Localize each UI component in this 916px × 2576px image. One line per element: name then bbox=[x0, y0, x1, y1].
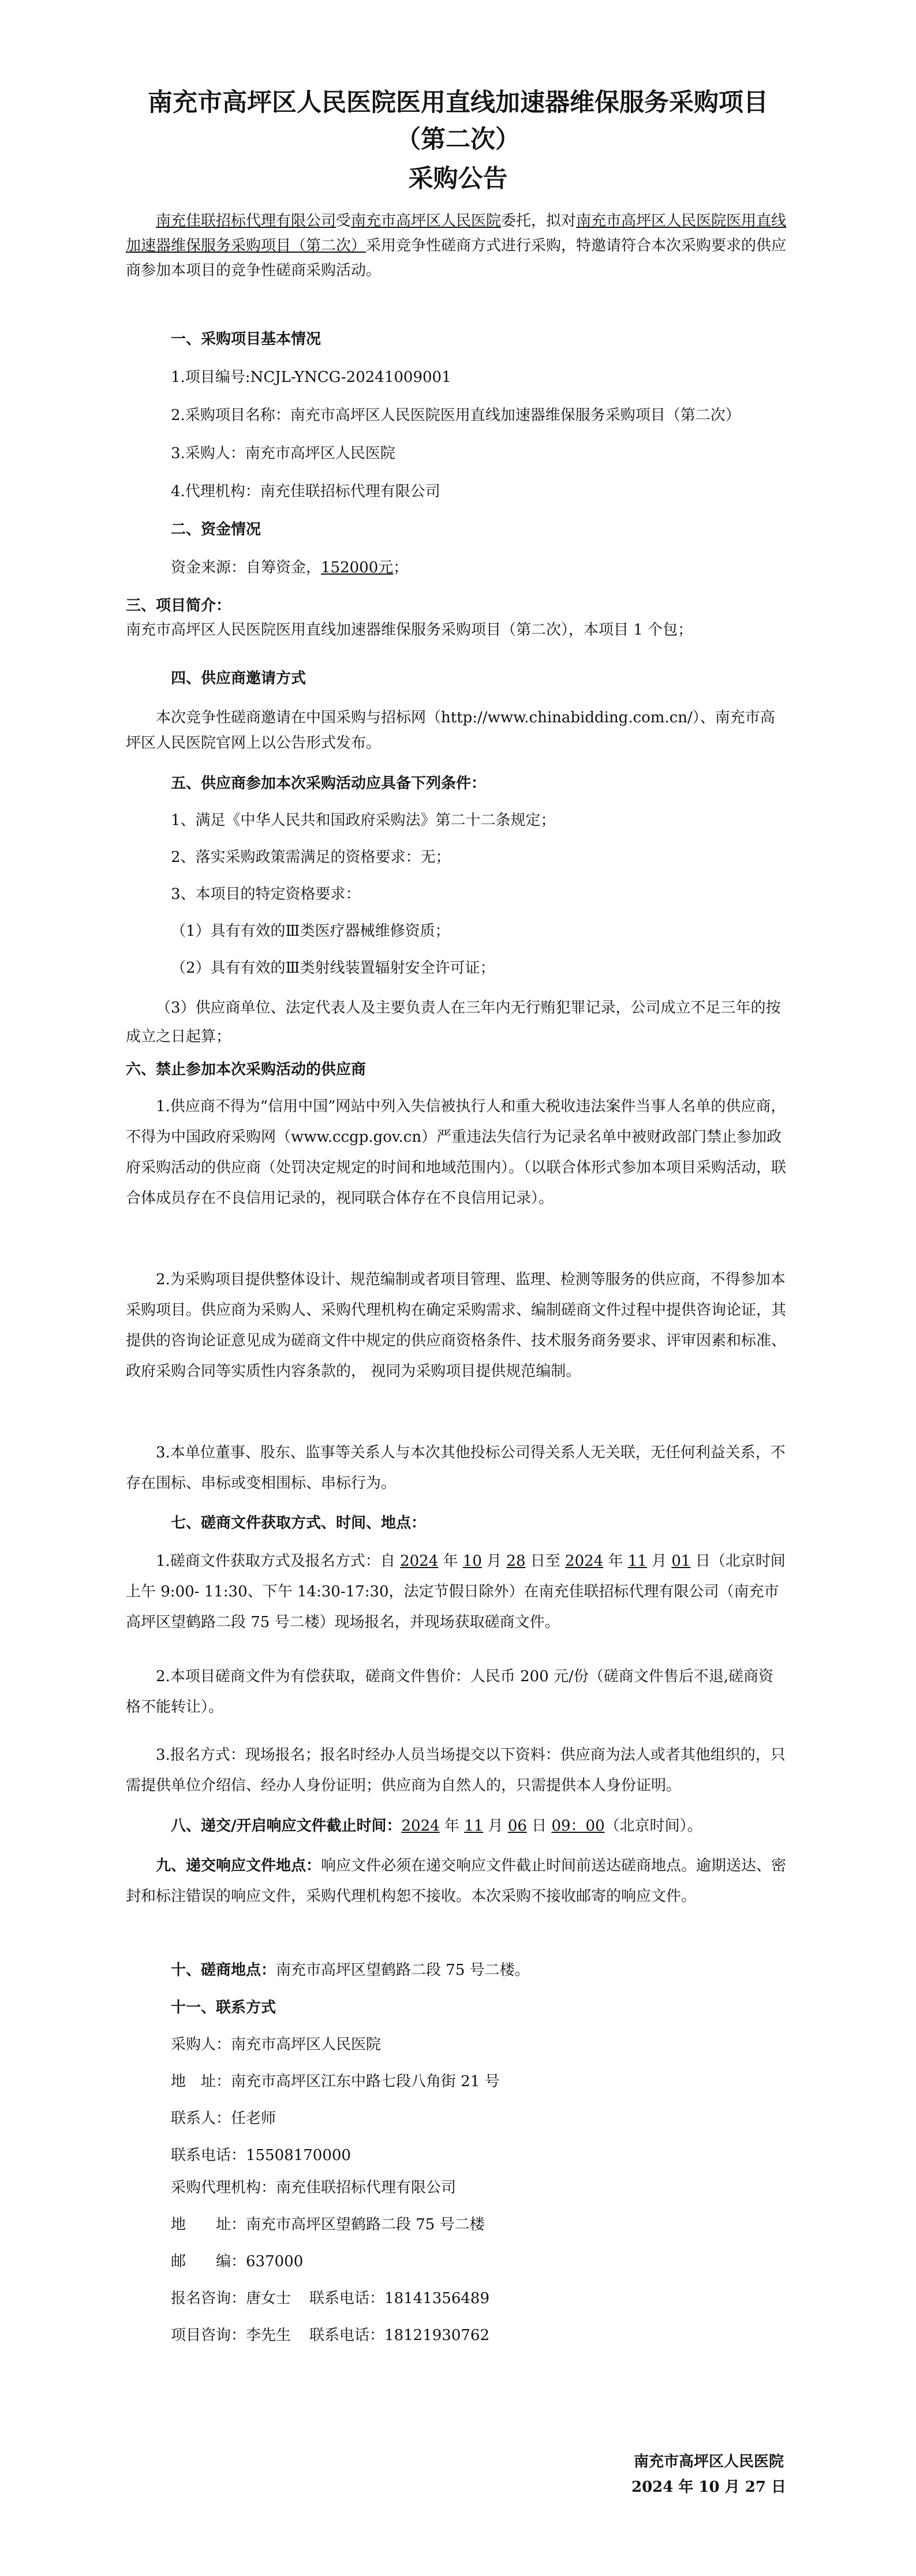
section-9: 九、递交响应文件地点：响应文件必须在递交响应文件截止时间前送达磋商地点。逾期送达、密封和标注错误的响应文件，采购代理机构恕不接收。本次采购不接收邮寄的响应文件。 bbox=[126, 1857, 787, 1905]
section-10-heading: 十、磋商地点： bbox=[171, 1962, 276, 1979]
section-7-heading: 七、磋商文件获取方式、时间、地点： bbox=[171, 1514, 427, 1532]
section-4-heading: 四、供应商邀请方式 bbox=[171, 670, 306, 687]
intro-agency: 南充佳联招标代理有限公司 bbox=[156, 212, 337, 230]
contact-address: 地 址：南充市高坪区江东中路七段八角街 21 号 bbox=[171, 2073, 500, 2090]
title-line-3: 采购公告 bbox=[408, 164, 508, 193]
s1-item-1: 1.项目编号:NCJL-YNCG-20241009001 bbox=[171, 369, 451, 386]
section-10: 十、磋商地点：南充市高坪区望鹤路二段 75 号二楼。 bbox=[171, 1962, 530, 1979]
intro-paragraph: 南充佳联招标代理有限公司受南充市高坪区人民医院委托，拟对南充市高坪区人民医院医用直线加速器维保服务采购项目（第二次）采用竞争性磋商方式进行采购，特邀请符合本次采购要求的供应商参加本项目的竞争性磋商采购活动。 bbox=[126, 212, 787, 279]
title-line-1: 南充市高坪区人民医院医用直线加速器维保服务采购项目 bbox=[148, 88, 768, 117]
section-9-heading: 九、递交响应文件地点： bbox=[156, 1857, 321, 1874]
section-6-heading: 六、禁止参加本次采购活动的供应商 bbox=[126, 1061, 367, 1078]
contact-person: 联系人：任老师 bbox=[171, 2110, 276, 2127]
s1-item-3: 3.采购人：南充市高坪区人民医院 bbox=[171, 445, 395, 462]
s7-paragraph-2: 2.本项目磋商文件为有偿获取，磋商文件售价：人民币 200 元/份（磋商文件售后不退,磋商资格不能转让）。 bbox=[126, 1668, 773, 1716]
contact-agency: 采购代理机构：南充佳联招标代理有限公司 bbox=[171, 2179, 457, 2196]
s4-text: 本次竞争性磋商邀请在中国采购与招标网（http://www.chinabidding.com.cn/）、南充市高坪区人民医院官网上以公告形式发布。 bbox=[126, 709, 775, 752]
contact-project: 项目咨询：李先生 联系电话：18121930762 bbox=[171, 2327, 489, 2344]
s5-item-2: 2、落实采购政策需满足的资格要求：无； bbox=[171, 849, 451, 866]
section-11-heading: 十一、联系方式 bbox=[171, 1999, 276, 2016]
contact-phone: 联系电话：15508170000 bbox=[171, 2147, 351, 2164]
section-2-heading: 二、资金情况 bbox=[171, 521, 261, 538]
s6-paragraph-1: 1.供应商不得为“信用中国”网站中列入失信被执行人和重大税收违法案件当事人名单的供应商，不得为中国政府采购网（www.ccgp.gov.cn）严重违法失信行为记录名单中被财政部门禁止参加政府采购活动的供应商（处罚决定规定的时间和地域范围内）。（以联合体形式参加本项目采购活动，联合体成员存在不良信用记录的，视同联合体存在不良信用记录）。 bbox=[126, 1098, 787, 1207]
s3-text: 南充市高坪区人民医院医用直线加速器维保服务采购项目（第二次），本项目 1 个包； bbox=[126, 621, 693, 639]
title-line-2: （第二次） bbox=[396, 125, 520, 154]
s2-amount: 152000元 bbox=[321, 559, 394, 576]
contact-registration: 报名咨询：唐女士 联系电话：18141356489 bbox=[171, 2290, 489, 2307]
contact-purchaser: 采购人：南充市高坪区人民医院 bbox=[171, 2036, 382, 2053]
signature-date: 2024 年 10 月 27 日 bbox=[631, 2478, 786, 2496]
s5-item-4: （1）具有有效的Ⅲ类医疗器械维修资质； bbox=[171, 923, 450, 940]
contact-agency-address: 地 址：南充市高坪区望鹤路二段 75 号二楼 bbox=[171, 2216, 485, 2233]
s6-paragraph-3: 3.本单位董事、股东、监事等关系人与本次其他投标公司得关系人无关联，无任何利益关系，不存在围标、串标或变相围标、串标行为。 bbox=[126, 1444, 786, 1492]
s5-item-1: 1、满足《中华人民共和国政府采购法》第二十二条规定； bbox=[171, 812, 556, 829]
s5-item-3: 3、本项目的特定资格要求： bbox=[171, 886, 361, 903]
section-8: 八、递交/开启响应文件截止时间：2024 年 11 月 06 日 09：00（北京时间）。 bbox=[171, 1817, 702, 1835]
s7-paragraph-3: 3.报名方式：现场报名；报名时经办人员当场提交以下资料：供应商为法人或者其他组织的，只需提供单位介绍信、经办人身份证明；供应商为自然人的，只需提供本人身份证明。 bbox=[126, 1746, 786, 1794]
section-3-heading: 三、项目简介： bbox=[126, 597, 231, 614]
section-8-heading: 八、递交/开启响应文件截止时间： bbox=[171, 1817, 402, 1835]
intro-purchaser: 南充市高坪区人民医院 bbox=[351, 212, 502, 230]
section-5-heading: 五、供应商参加本次采购活动应具备下列条件： bbox=[171, 775, 487, 792]
s5-item-6: （3）供应商单位、法定代表人及主要负责人在三年内无行贿犯罪记录，公司成立不足三年的按成立之日起算； bbox=[126, 999, 781, 1045]
section-1-heading: 一、采购项目基本情况 bbox=[171, 331, 321, 348]
s2-funding: 资金来源：自筹资金，152000元； bbox=[171, 559, 409, 576]
s1-item-4: 4.代理机构：南充佳联招标代理有限公司 bbox=[171, 483, 440, 500]
contact-postcode: 邮 编：637000 bbox=[171, 2253, 304, 2270]
s7-paragraph-1: 1.磋商文件获取方式及报名方式：自 2024 年 10 月 28 日至 2024 年 11 月 01 日（北京时间上午 9:00- 11:30、下午 14:30-17:30，法定节假日除外）在南充佳联招标代理有限公司（南充市高坪区望鹤路二段 75 号二楼）现场报名，并现场获取磋商文件。 bbox=[126, 1553, 786, 1631]
s1-item-2: 2.采购项目名称：南充市高坪区人民医院医用直线加速器维保服务采购项目（第二次） bbox=[171, 407, 741, 424]
s6-paragraph-2: 2.为采购项目提供整体设计、规范编制或者项目管理、监理、检测等服务的供应商，不得参加本采购项目。供应商为采购人、采购代理机构在确定采购需求、编制磋商文件过程中提供咨询论证，其提供的咨询论证意见成为磋商文件中规定的供应商资格条件、技术服务商务要求、评审因素和标准、政府采购合同等实质性内容条款的， 视同为采购项目提供规范编制。 bbox=[126, 1271, 787, 1380]
intro-project: 南充市高坪区人民医院医用直线加速器维保服务采购项目（第二次） bbox=[126, 212, 787, 254]
s5-item-5: （2）具有有效的Ⅲ类射线装置辐射安全许可证； bbox=[171, 959, 495, 977]
signature-org: 南充市高坪区人民医院 bbox=[633, 2453, 784, 2470]
signature-block bbox=[631, 2449, 786, 2500]
